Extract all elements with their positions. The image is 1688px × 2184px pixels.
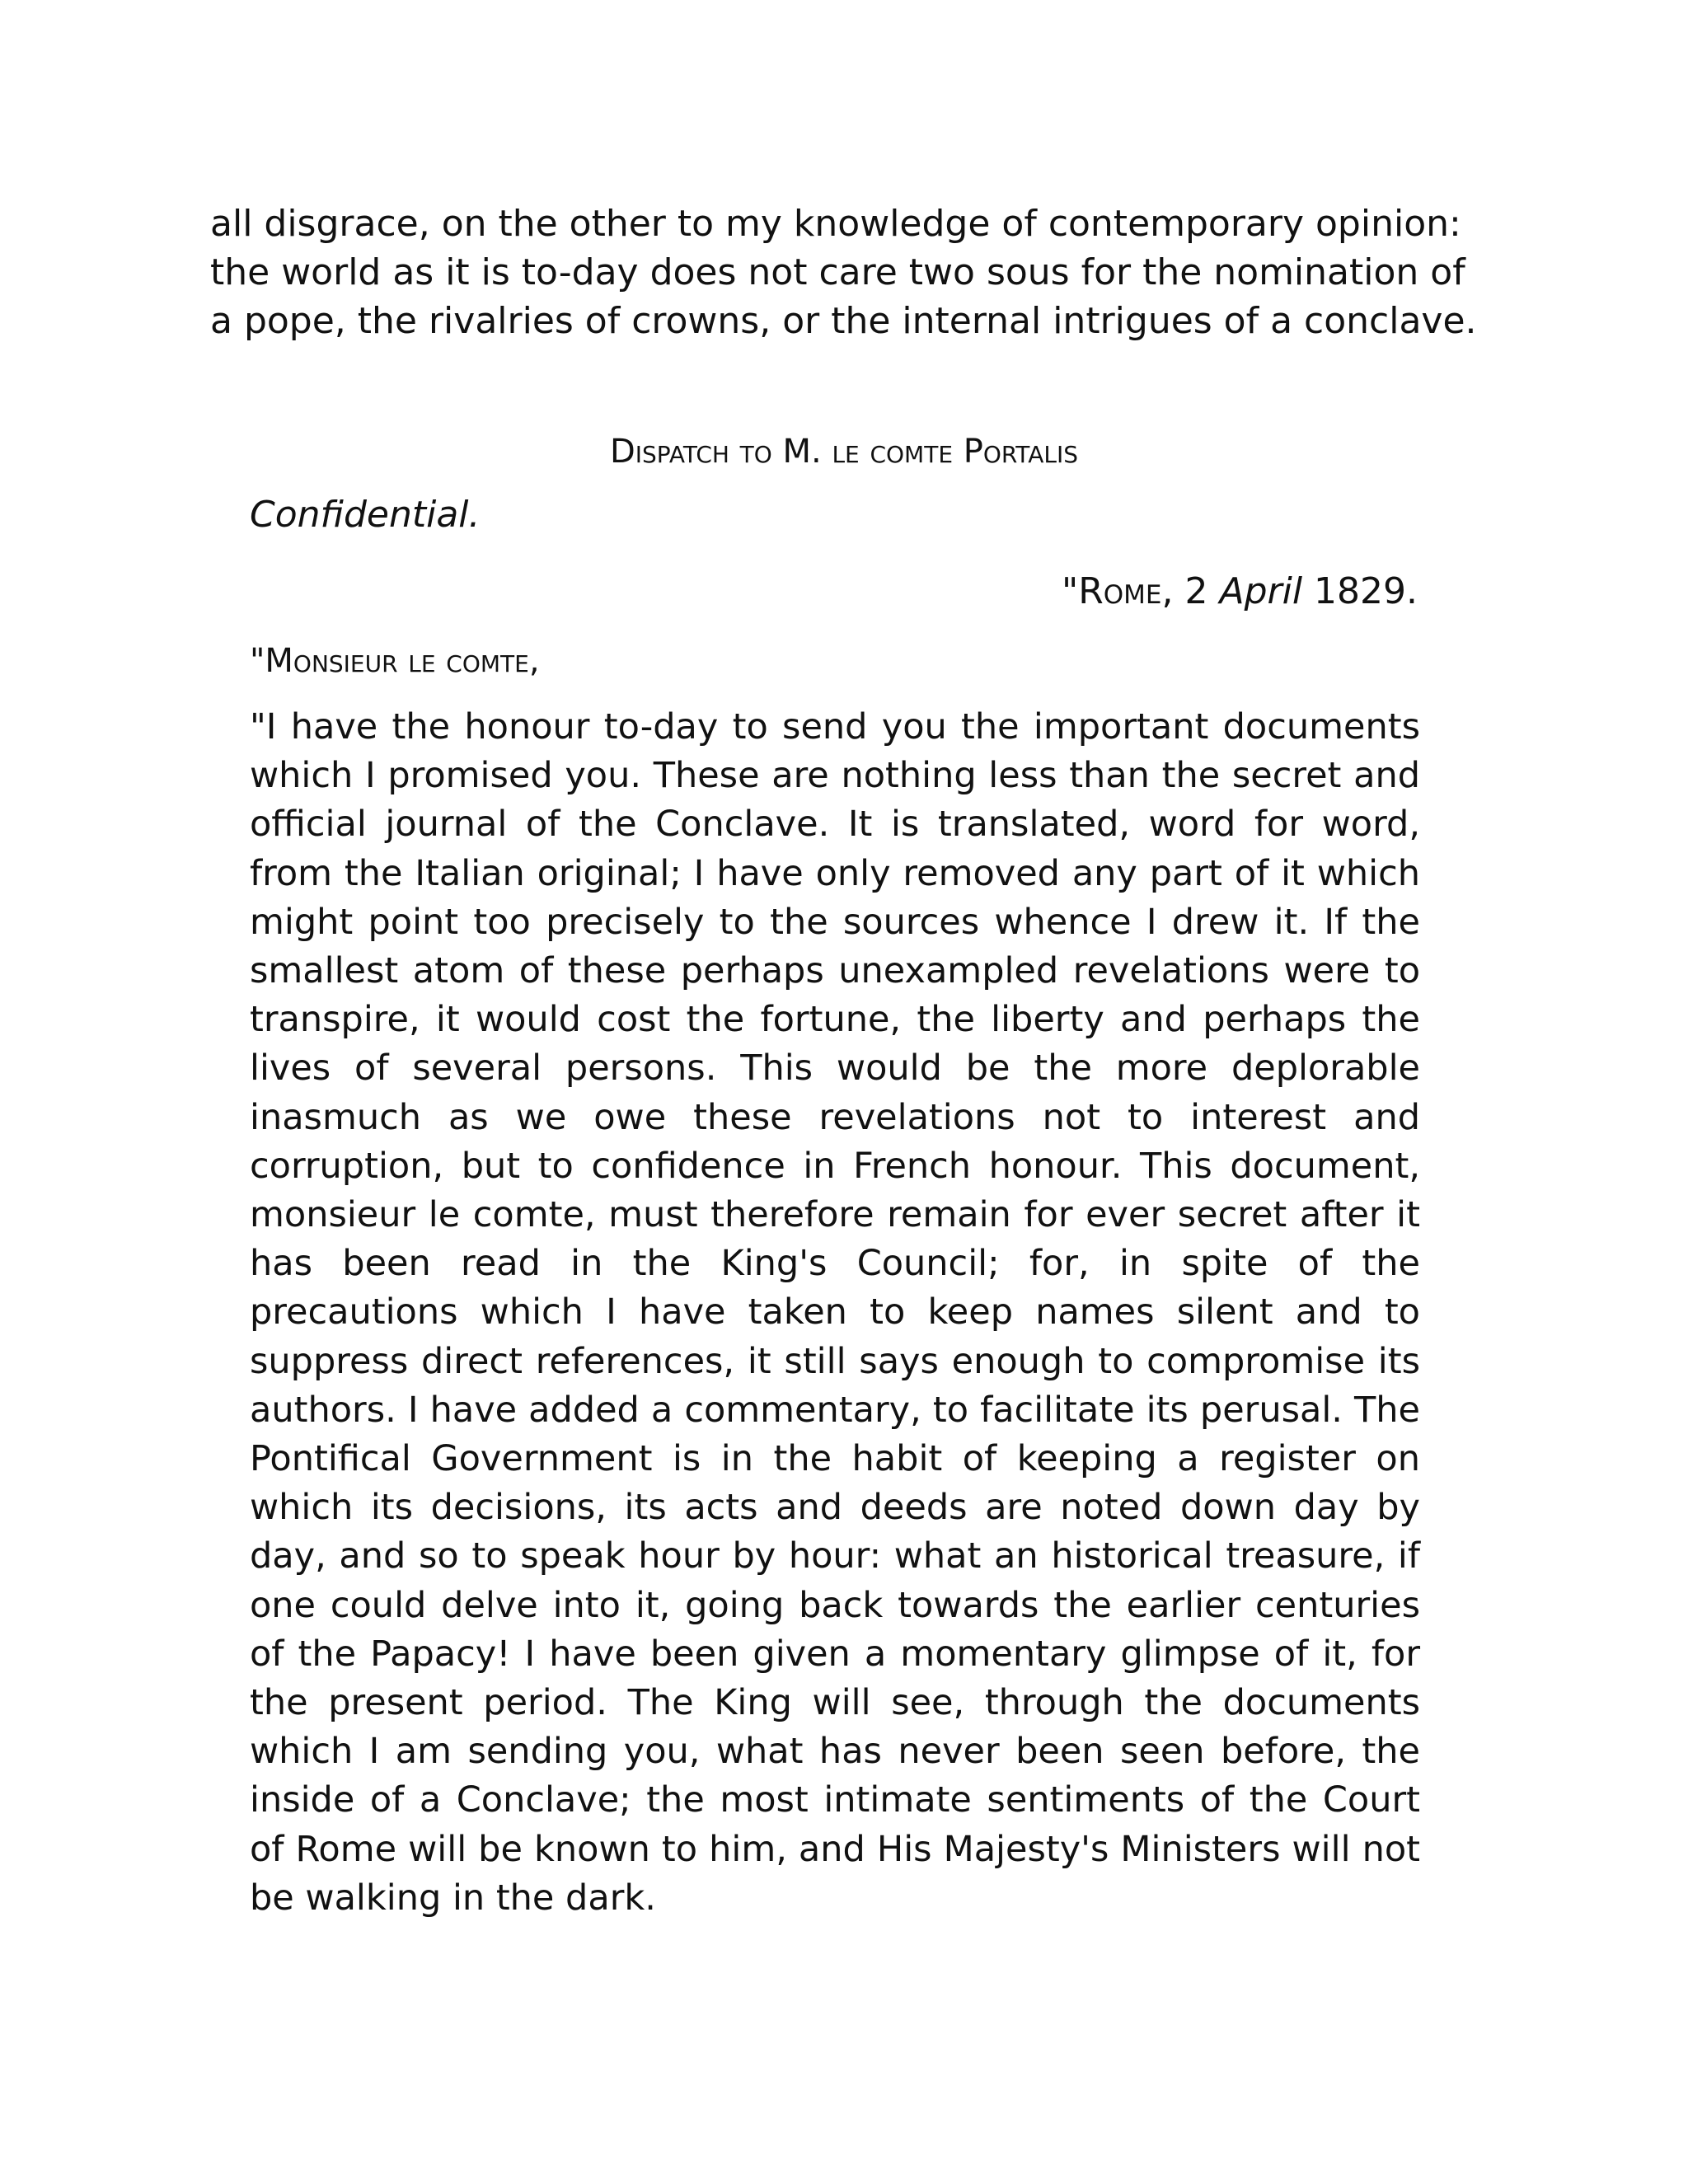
dateline-year: 1829. xyxy=(1302,570,1418,612)
letter-body: "I have the honour to-day to send you the important documents which I promised you. These are nothing less than the secret and official journal of the Conclave. It is translated, word for word, from the Italian original; I have only removed any part of it which might point too precisely to the sources whence I drew it. If the smallest atom of these perhaps unexampled revelations were to transpire, it would cost the fortune, the liberty and perhaps the lives of several persons. This would be the more deplorable inasmuch as we owe these revelations not to interest and corruption, but to confidence in French honour. This document, monsieur le comte, must therefore remain for ever secret after it has been read in the King's Council; for, in spite of the precautions which I have taken to keep names silent and to suppress direct references, it still says enough to compromise its authors. I have added a commentary, to facilitate its perusal. The Pontifical Government is in the habit of keeping a register on which its decisions, its acts and deeds are noted down day by day, and so to speak hour by hour: what an historical treasure, if one could delve into it, going back towards the earlier centuries of the Papacy! I have been given a momentary glimpse of it, for the present period. The King will see, through the documents which I am sending you, what has never been seen before, the inside of a Conclave; the most intimate sentiments of the Court of Rome will be known to him, and His Majesty's Ministers will not be walking in the dark. xyxy=(250,706,1420,1919)
confidential-label: Confidential. xyxy=(250,494,481,536)
dateline xyxy=(907,567,1418,616)
intro-paragraph: all disgrace, on the other to my knowledge of contemporary opinion: the world as it is to-day does not care two sous for the nomination of a pope, the rivalries of crowns, or the internal intrigues of a conclave. xyxy=(210,203,1477,342)
dateline-place: "Rome, 2 xyxy=(1061,570,1220,612)
salutation: "Monsieur le comte, xyxy=(250,642,540,680)
dispatch-heading: Dispatch to M. le comte Portalis xyxy=(609,433,1079,471)
dateline-month: April xyxy=(1219,570,1303,612)
